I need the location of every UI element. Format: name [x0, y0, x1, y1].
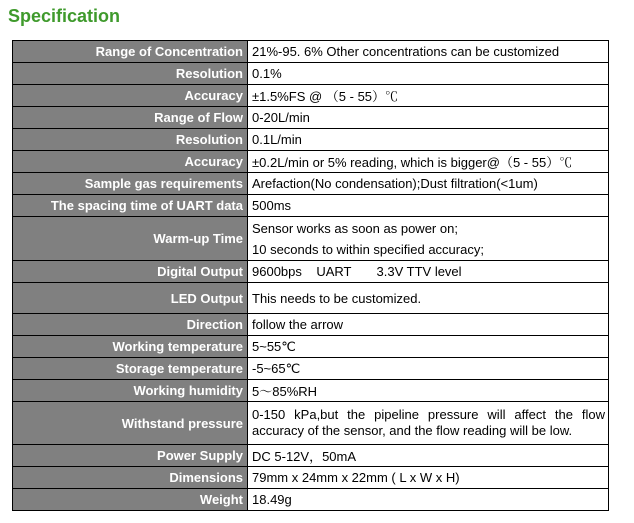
table-row-working-temperature	[13, 336, 609, 358]
table-row-range-of-flow	[13, 107, 609, 129]
row-label: Power Supply	[13, 445, 248, 467]
row-label: Working temperature	[13, 336, 248, 358]
row-label: Warm-up Time	[13, 217, 248, 261]
row-label: Range of Concentration	[13, 41, 248, 63]
row-value: 79mm x 24mm x 22mm ( L x W x H)	[248, 467, 609, 489]
page-title: Specification	[8, 6, 121, 26]
row-value: 0-20L/min	[248, 107, 609, 129]
row-label: Digital Output	[13, 261, 248, 283]
table-row-working-humidity	[13, 380, 609, 402]
row-value-line-2: 10 seconds to within specified accuracy;	[252, 241, 484, 257]
row-value: 9600bps UART 3.3V TTV level	[248, 261, 609, 283]
table-row-dimensions	[13, 467, 609, 489]
table-row-warm-up-time	[13, 217, 609, 261]
row-label: Working humidity	[13, 380, 248, 402]
table-row-uart-spacing-time	[13, 195, 609, 217]
table-row-accuracy-flow	[13, 151, 609, 173]
row-value: DC 5-12V，50mA	[248, 445, 609, 467]
row-value	[248, 217, 609, 261]
row-value: ±1.5%FS @ （5 - 55）℃	[248, 85, 609, 107]
row-value: 5~55℃	[248, 336, 609, 358]
row-value: 18.49g	[248, 489, 609, 511]
table-row-digital-output	[13, 261, 609, 283]
row-label: Weight	[13, 489, 248, 511]
row-value: 5～85%RH	[248, 380, 609, 402]
table-row-weight	[13, 489, 609, 511]
row-label: Resolution	[13, 63, 248, 85]
row-value: Arefaction(No condensation);Dust filtration(<1um)	[248, 173, 609, 195]
row-value: 0.1%	[248, 63, 609, 85]
row-label: The spacing time of UART data	[13, 195, 248, 217]
row-value-line-1: Sensor works as soon as power on;	[252, 220, 458, 236]
row-value: ±0.2L/min or 5% reading, which is bigger@（5 - 55）℃	[248, 151, 609, 173]
row-value: 0-150 kPa,but the pipeline pressure will affect the flow accuracy of the sensor, and the flow reading will be low.	[248, 402, 609, 445]
row-label: Accuracy	[13, 151, 248, 173]
table-row-sample-gas-requirements	[13, 173, 609, 195]
row-label: Direction	[13, 314, 248, 336]
row-label: Range of Flow	[13, 107, 248, 129]
row-label: Resolution	[13, 129, 248, 151]
table-row-resolution-flow	[13, 129, 609, 151]
row-value: follow the arrow	[248, 314, 609, 336]
row-label: LED Output	[13, 283, 248, 314]
row-label: Withstand pressure	[13, 402, 248, 445]
row-value: This needs to be customized.	[248, 283, 609, 314]
table-row-range-of-concentration	[13, 41, 609, 63]
row-value: 500ms	[248, 195, 609, 217]
row-label: Storage temperature	[13, 358, 248, 380]
specification-table	[12, 40, 609, 511]
row-label: Accuracy	[13, 85, 248, 107]
table-row-led-output	[13, 283, 609, 314]
table-row-resolution-concentration	[13, 63, 609, 85]
row-value: 21%-95. 6% Other concentrations can be customized	[248, 41, 609, 63]
table-row-direction	[13, 314, 609, 336]
row-value: 0.1L/min	[248, 129, 609, 151]
table-row-power-supply	[13, 445, 609, 467]
table-row-withstand-pressure	[13, 402, 609, 445]
table-row-accuracy-concentration	[13, 85, 609, 107]
row-label: Sample gas requirements	[13, 173, 248, 195]
table-row-storage-temperature	[13, 358, 609, 380]
row-value: -5~65℃	[248, 358, 609, 380]
row-label: Dimensions	[13, 467, 248, 489]
